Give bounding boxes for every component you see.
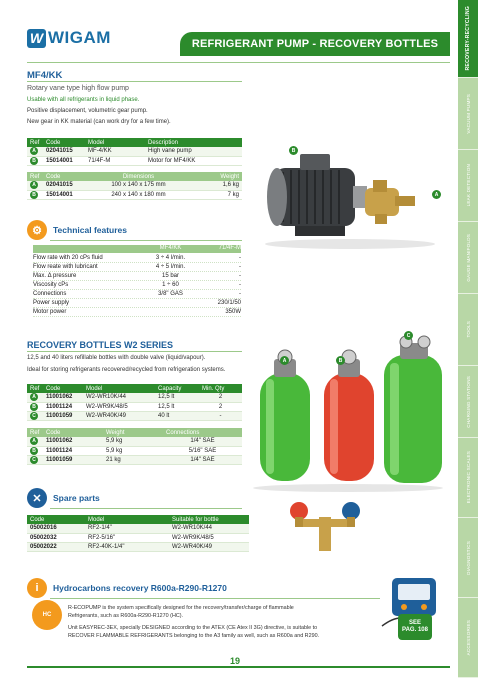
table-row: C 11001059 21 kg 1/4" SAE: [27, 455, 242, 464]
hydrocarbons-paragraph-1: R-ECOPUMP is the system specifically designed for the recovery/transfer/charge of flammable Refrigerants, such as R600a-R290-R1270 (HC).: [68, 605, 294, 619]
see-page-button[interactable]: SEE PAG. 108: [398, 614, 432, 640]
table-row: A 11001062 W2-WR10K/44 12,5 lt 2: [27, 393, 242, 402]
tech-row: Motor power 350W: [33, 309, 241, 317]
bottles-description-2: Ideal for storing refrigerants recovered/recycled from refrigeration systems.: [27, 367, 226, 373]
bottle-marker-c: C: [404, 331, 413, 340]
wigam-logo-icon: W: [27, 29, 46, 48]
brand-name: WIGAM: [48, 28, 111, 47]
section-divider: [50, 240, 242, 241]
section-divider: [50, 508, 242, 509]
pump-marker-b: B: [289, 146, 298, 155]
bottle-marker-b: B: [336, 356, 345, 365]
tech-header-row: MF4/KK 71/4F-M: [33, 245, 241, 253]
table-row: 05002032 RF2-5/16" W2-WR9K/48/5: [27, 533, 249, 542]
hydrocarbons-heading: i Hydrocarbons recovery R600a-R290-R1270: [27, 578, 227, 598]
spare-parts-table: Code Model Suitable for bottle 05002016 RF2-1/4" W2-WR10K/44 05002032 RF2-5/16" W2-WR9K/48/5 05002022 RF2-40K-1/4" W2-WR40K/49: [27, 515, 249, 552]
side-tab-strip: [458, 0, 478, 678]
side-tab-charging[interactable]: CHARGING STATIONS: [458, 366, 478, 438]
table-row: B 11001124 5,9 kg 5/16" SAE: [27, 446, 242, 455]
table-row: B 15014001 71/4F-M Motor for MF4/KK: [27, 156, 242, 165]
table-row: 05002016 RF2-1/4" W2-WR10K/44: [27, 524, 249, 533]
table-row: 05002022 RF2-40K-1/4" W2-WR40K/49: [27, 542, 249, 551]
pump-subtitle: Rotary vane type high flow pump: [27, 85, 129, 92]
footer-divider: [27, 666, 450, 668]
table-row: B 11001124 W2-WR9K/48/5 12,5 lt 2: [27, 402, 242, 411]
side-tab-leak[interactable]: LEAK DETECTION: [458, 150, 478, 222]
table-row: B 15014001 240 x 140 x 180 mm 7 kg: [27, 190, 242, 199]
pump-usable-note: Usable with all refrigerants in liquid phase.: [27, 97, 140, 103]
brand-logo: [27, 28, 111, 48]
side-tab-diagnostics[interactable]: DIAGNOSTICS: [458, 518, 478, 598]
side-tab-gauges[interactable]: GAUGE MANIFOLDS: [458, 222, 478, 294]
tech-row: Flow rate with 20 cPs fluid 3 ÷ 4 l/min. -: [33, 255, 241, 263]
table-row: C 11001059 W2-WR40K/49 40 lt -: [27, 411, 242, 420]
tech-row: Connections 3/8" GAS -: [33, 291, 241, 299]
pump-description-2: New gear in KK material (can work dry for a few time).: [27, 119, 171, 125]
valve-spare-part-image: [285, 495, 365, 555]
table-row: A 02041015 MF-4/KK High vane pump: [27, 147, 242, 156]
pump-motor-image: [255, 140, 445, 250]
hc-badge: HC: [32, 600, 62, 630]
gear-icon: ⚙: [27, 220, 47, 240]
tech-features-heading: ⚙ Technical features: [27, 220, 127, 240]
header-divider: [27, 62, 450, 63]
tech-row: Max. Δ pressure 15 bar -: [33, 273, 241, 281]
pump-table-dimensions: Ref Code Dimensions Weight A 02041015 100 x 140 x 175 mm 1,6 kg B 15014001 240 x 140 x 180 mm 7 kg: [27, 172, 242, 200]
section-divider: [27, 351, 242, 352]
hydrocarbons-paragraph-2: Unit EASYREC-3EX, specially DESIGNED according to the ATEX (CE Atex II 3G) directive, is suitable to RECOVER FLAMMABLE REFRIGERANTS belonging to the A3 family as well, such as R600a and R290.: [68, 625, 320, 639]
pump-model-title: MF4/KK: [27, 70, 63, 81]
table-row: A 11001062 5,9 kg 1/4" SAE: [27, 437, 242, 446]
section-divider: [50, 598, 380, 599]
spare-parts-heading: ✕ Spare parts: [27, 488, 100, 508]
section-divider: [27, 81, 242, 82]
side-tab-recovery[interactable]: RECOVERY-RECYCLING: [458, 0, 478, 78]
tech-row: Power supply 230/1/50: [33, 300, 241, 308]
side-tab-accessories[interactable]: ACCESSORIES: [458, 598, 478, 678]
side-tab-scales[interactable]: ELECTRONIC SCALES: [458, 438, 478, 518]
pump-marker-a: A: [432, 190, 441, 199]
recovery-bottles-image: [248, 333, 448, 493]
bottles-table-models: Ref Code Model Capacity Min. Qty A 11001062 W2-WR10K/44 12,5 lt 2 B 11001124 W2-WR9K/48/5 12,5 lt 2 C 11001059 W2-WR40K/49 40 lt -: [27, 384, 242, 421]
pump-description-1: Positive displacement, volumetric gear pump.: [27, 108, 148, 114]
tech-row: Viscosity cPs 1 ÷ 60 -: [33, 282, 241, 290]
table-row: A 02041015 100 x 140 x 175 mm 1,6 kg: [27, 181, 242, 190]
page-title: REFRIGERANT PUMP - RECOVERY BOTTLES: [191, 38, 439, 50]
bottle-marker-a: A: [280, 356, 289, 365]
side-tab-tools[interactable]: TOOLS: [458, 294, 478, 366]
header-bar: [180, 32, 450, 56]
bottles-title: RECOVERY BOTTLES W2 SERIES: [27, 340, 174, 350]
side-tab-vacuum[interactable]: VACUUM PUMPS: [458, 78, 478, 150]
page-number: 19: [230, 656, 241, 666]
bottles-table-weights: Ref Code Weight Connections A 11001062 5,9 kg 1/4" SAE B 11001124 5,9 kg 5/16" SAE C 11001059 21 kg 1/4" SAE: [27, 428, 242, 465]
pump-table-models: Ref Code Model Description A 02041015 MF-4/KK High vane pump B 15014001 71/4F-M Motor for MF4/KK: [27, 138, 242, 166]
tech-row: Flow reate with lubricant 4 ÷ 5 l/min. -: [33, 264, 241, 272]
tools-icon: ✕: [27, 488, 47, 508]
bottles-description-1: 12,5 and 40 liters refillable bottles with double valve (liquid/vapour).: [27, 355, 206, 361]
info-icon: i: [27, 578, 47, 598]
